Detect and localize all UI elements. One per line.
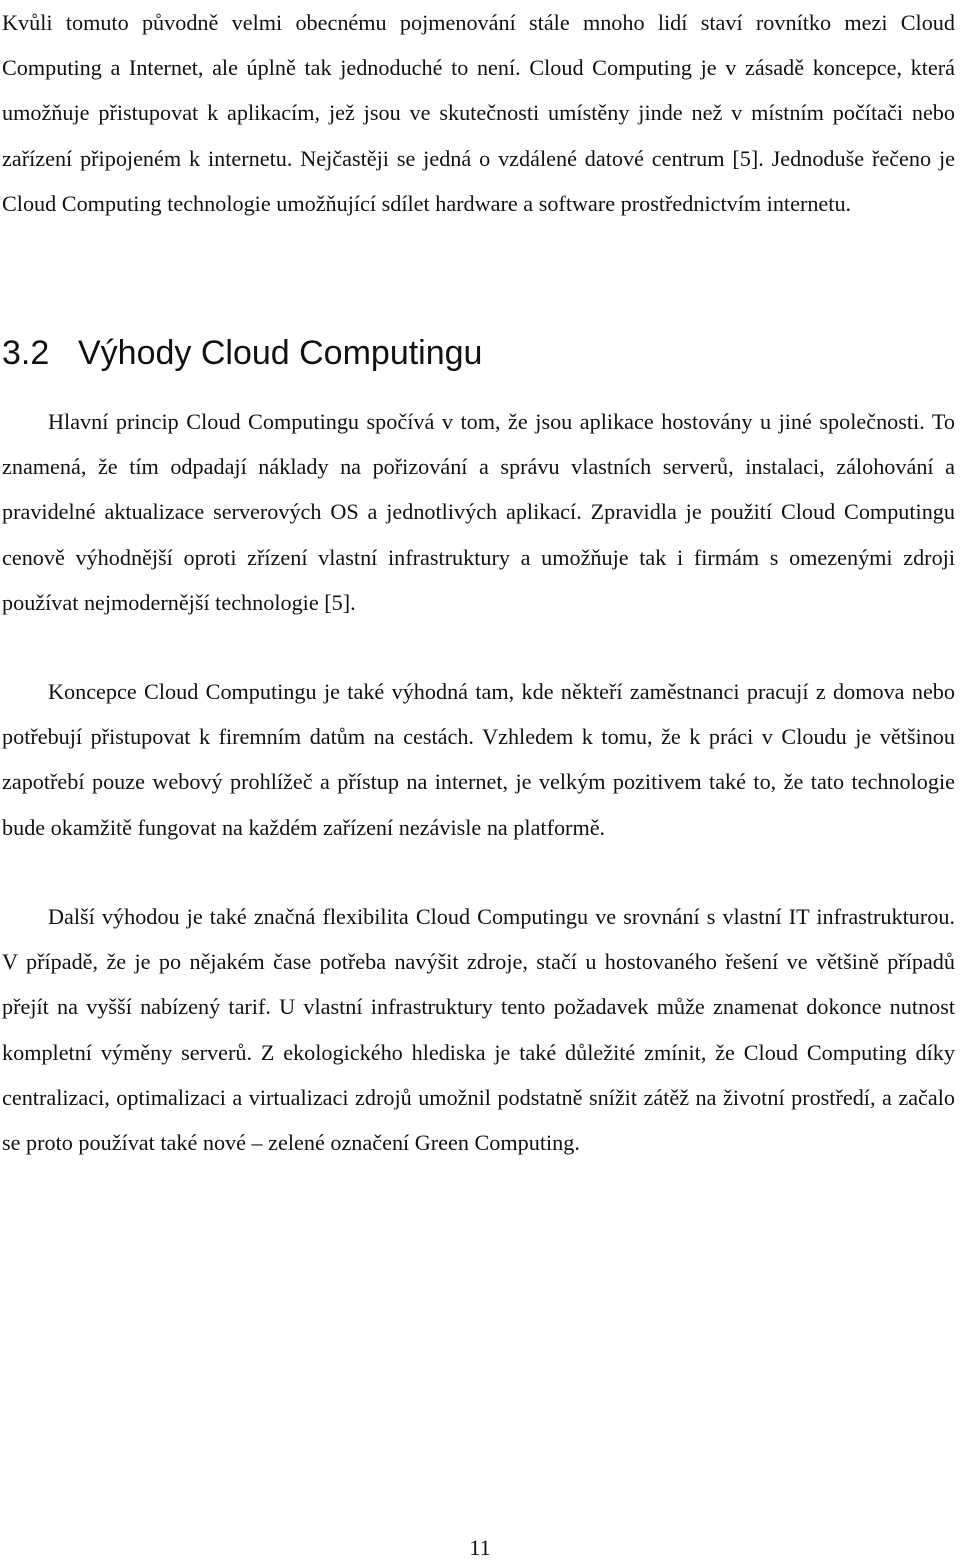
section-title: Výhody Cloud Computingu	[78, 334, 483, 372]
section-heading	[2, 330, 482, 376]
page-number: 11	[469, 1535, 491, 1560]
paragraph-main-principle: Hlavní princip Cloud Computingu spočívá v tom, že jsou aplikace hostovány u jiné společnosti. To znamená, že tím odpadají náklady na pořizování a správu vlastních serverů, instalaci, zálohování a pravidelné aktualizace serverových OS a jednotlivých aplikací. Zpravidla je použití Cloud Computingu cenově výhodnější oproti zřízení vlastní infrastruktury a umožňuje tak i firmám s omezenými zdroji používat nejmodernější technologie [5].	[2, 409, 955, 615]
paragraph-remote-access: Koncepce Cloud Computingu je také výhodná tam, kde někteří zaměstnanci pracují z domova nebo potřebují přistupovat k firemním datům na cestách. Vzhledem k tomu, že k práci v Cloudu je většinou zapotřebí pouze webový prohlížeč a přístup na internet, je velkým pozitivem také to, že tato technologie bude okamžitě fungovat na každém zařízení nezávisle na platformě.	[2, 679, 955, 840]
section-number: 3.2	[2, 334, 50, 372]
paragraph-intro: Kvůli tomuto původně velmi obecnému pojmenování stále mnoho lidí staví rovnítko mezi Cloud Computing a Internet, ale úplně tak jednoduché to není. Cloud Computing je v zásadě koncepce, která umožňuje přistupovat k aplikacím, jež jsou ve skutečnosti umístěny jinde než v místním počítači nebo zařízení připojeném k internetu. Nejčastěji se jedná o vzdálené datové centrum [5]. Jednoduše řečeno je Cloud Computing technologie umožňující sdílet hardware a software prostřednictvím internetu.	[2, 10, 955, 216]
paragraph-flexibility: Další výhodou je také značná flexibilita Cloud Computingu ve srovnání s vlastní IT infrastrukturou. V případě, že je po nějakém čase potřeba navýšit zdroje, stačí u hostovaného řešení ve většině případů přejít na vyšší nabízený tarif. U vlastní infrastruktury tento požadavek může znamenat dokonce nutnost kompletní výměny serverů. Z ekologického hlediska je také důležité zmínit, že Cloud Computing díky centralizaci, optimalizaci a virtualizaci zdrojů umožnil podstatně snížit zátěž na životní prostředí, a začalo se proto používat také nové – zelené označení Green Computing.	[2, 904, 955, 1156]
